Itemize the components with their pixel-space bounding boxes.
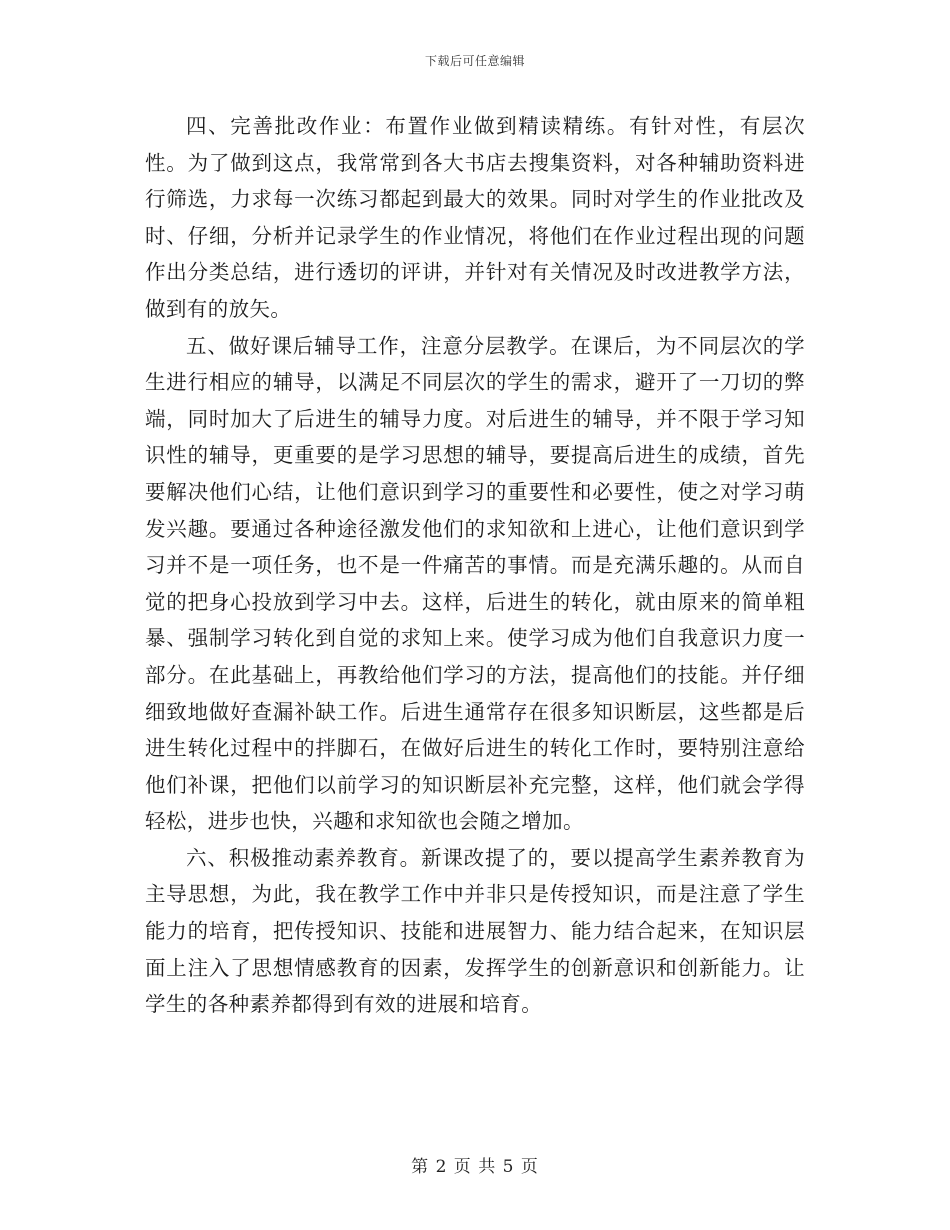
paragraph-tutoring: 五、做好课后辅导工作，注意分层教学。在课后，为不同层次的学生进行相应的辅导，以满足不同层次的学生的需求，避开了一刀切的弊端，同时加大了后进生的辅导力度。对后进生的辅导，并不限于学习知识性的辅导，更重要的是学习思想的辅导，要提高后进生的成绩，首先要解决他们心结，让他们意识到学习的重要性和必要性，使之对学习萌发兴趣。要通过各种途径激发他们的求知欲和上进心，让他们意识到学习并不是一项任务，也不是一件痛苦的事情。而是充满乐趣的。从而自觉的把身心投放到学习中去。这样，后进生的转化，就由原来的简单粗暴、强制学习转化到自觉的求知上来。使学习成为他们自我意识力度一部分。在此基础上，再教给他们学习的方法，提高他们的技能。并仔细细致地做好查漏补缺工作。后进生通常存在很多知识断层，这些都是后进生转化过程中的拌脚石，在做好后进生的转化工作时，要特别注意给他们补课，把他们以前学习的知识断层补充完整，这样，他们就会学得轻松，进步也快，兴趣和求知欲也会随之增加。 [145,333,805,834]
document-body [145,108,805,1023]
page-header: 下载后可任意编辑 [424,54,525,68]
page-number: 第 2 页 共 5 页 [411,1157,539,1177]
paragraph-homework: 四、完善批改作业：布置作业做到精读精练。有针对性，有层次性。为了做到这点，我常常到各大书店去搜集资料，对各种辅助资料进行筛选，力求每一次练习都起到最大的效果。同时对学生的作业批改及时、仔细，分析并记录学生的作业情况，将他们在作业过程出现的问题作出分类总结，进行透切的评讲，并针对有关情况及时改进教学方法，做到有的放矢。 [145,114,805,321]
paragraph-quality-education: 六、积极推动素养教育。新课改提了的，要以提高学生素养教育为主导思想，为此，我在教学工作中并非只是传授知识，而是注意了学生能力的培育，把传授知识、技能和进展智力、能力结合起来，在知识层面上注入了思想情感教育的因素，发挥学生的创新意识和创新能力。让学生的各种素养都得到有效的进展和培育。 [145,845,805,1017]
